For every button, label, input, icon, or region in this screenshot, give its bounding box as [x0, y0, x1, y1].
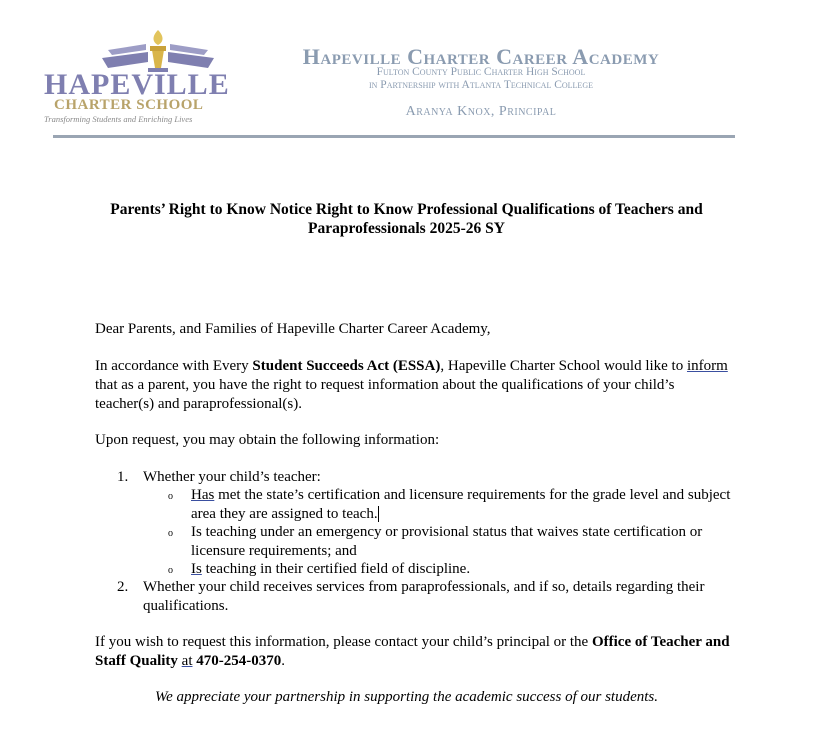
list-number: 1.	[117, 469, 129, 485]
contact-end: .	[281, 653, 285, 669]
sub-item-text: met the state’s certification and licensure requirements for the grade level and subject area they are assigned to teach.	[191, 487, 731, 522]
logo-subtitle: CHARTER SCHOOL	[54, 97, 204, 113]
qualifications-list	[95, 468, 735, 618]
office-name: Office of Teacher and Staff Quality	[95, 634, 730, 669]
school-logo	[40, 28, 230, 124]
inform-word: inform	[686, 358, 728, 374]
header-divider	[53, 135, 735, 138]
notice-title: Parents’ Right to Know Notice Right to Know Professional Qualifications of Teachers and Paraprofessionals 2025-26 SY	[110, 201, 703, 237]
principal-name: Aranya Knox, Principal	[405, 104, 557, 119]
request-intro: Upon request, you may obtain the following information:	[95, 432, 440, 448]
intro-text-3: that as a parent, you have the right to request information about the qualifications of your child’s teacher(s) and paraprofessional(s).	[95, 377, 675, 412]
has-word: Has	[191, 487, 215, 503]
contact-paragraph	[95, 633, 735, 671]
at-word: at	[181, 653, 193, 669]
essa-name: Student Succeeds Act (ESSA)	[252, 358, 441, 374]
intro-text-2: , Hapeville Charter School would like to	[440, 358, 687, 374]
school-title: Hapeville Charter Career Academy	[302, 44, 660, 69]
logo-name: HAPEVILLE	[44, 68, 230, 101]
sub-bullet-icon: o	[168, 491, 173, 502]
list-number: 2.	[117, 579, 129, 595]
sub-item-text: teaching in their certified field of discipline.	[201, 561, 471, 577]
intro-paragraph	[95, 357, 735, 414]
list-item: Whether your child receives services from paraprofessionals, and if so, details regarding their qualifications.	[143, 579, 705, 614]
sub-list-item: Is teaching under an emergency or provisional status that waives state certification or licensure requirements; and	[191, 524, 703, 559]
salutation: Dear Parents, and Families of Hapeville Charter Career Academy,	[95, 321, 491, 337]
sub-bullet-icon: o	[168, 528, 173, 539]
sub-list-item	[191, 486, 731, 523]
is-word: Is	[191, 561, 202, 577]
phone-number: 470-254-0370	[196, 653, 282, 669]
school-subtitle-line2: in Partnership with Atlanta Technical College	[368, 79, 593, 91]
school-subtitle-line1: Fulton County Public Charter High School	[376, 66, 586, 78]
intro-text-1: In accordance with Every	[95, 358, 253, 374]
logo-tagline: Transforming Students and Enriching Lives	[44, 114, 193, 124]
sub-list-item	[191, 560, 731, 579]
sub-bullet-icon: o	[168, 565, 173, 576]
contact-text: If you wish to request this information, please contact your child’s principal or the	[95, 634, 592, 650]
list-item: Whether your child’s teacher:	[143, 469, 321, 485]
closing-statement: We appreciate your partnership in supporting the academic success of our students.	[155, 689, 658, 705]
